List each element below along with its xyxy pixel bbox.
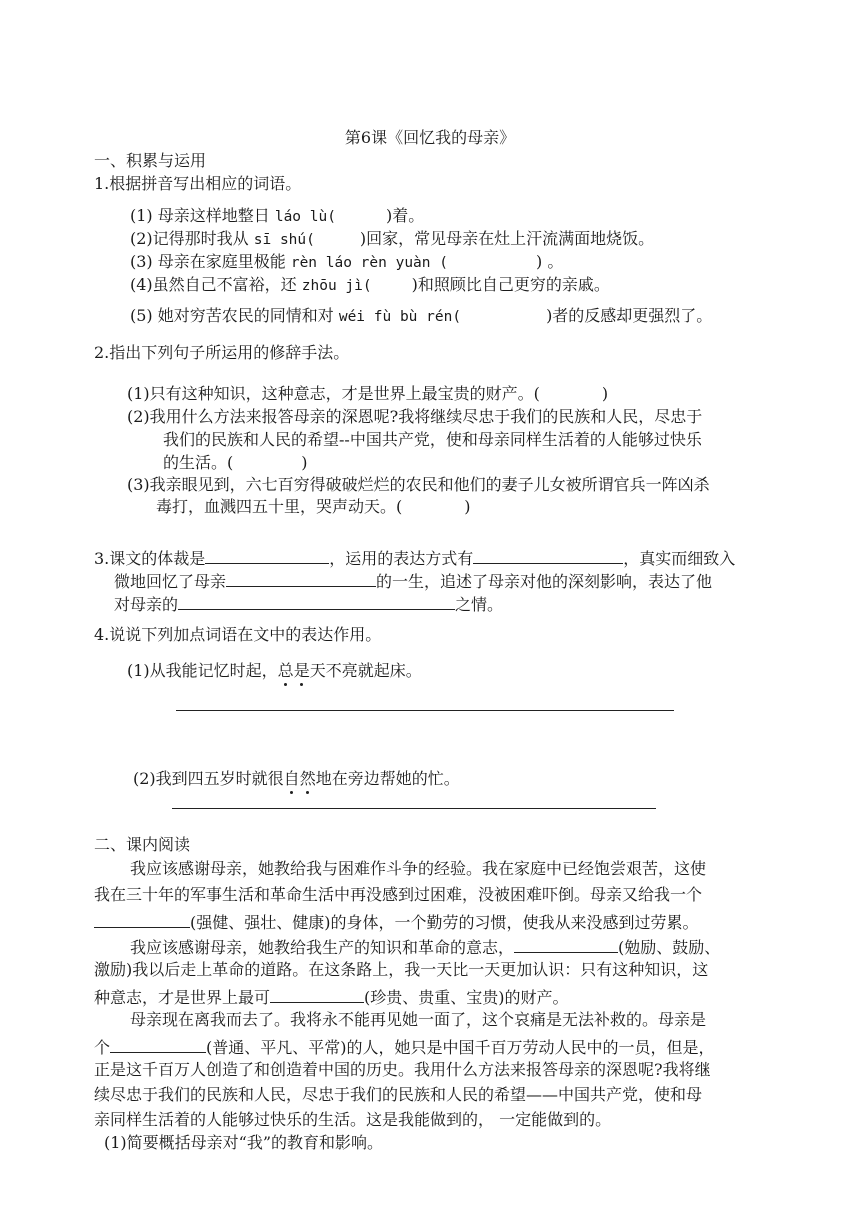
passage-blank-4[interactable] <box>110 1035 206 1053</box>
q4-item-1: (1)从我能记忆时起，总是天不亮就起床。 <box>127 661 422 680</box>
passage-p1-line2: 我在三十年的军事生活和革命生活中再没感到过困难，没被困难吓倒。母亲又给我一个 <box>94 885 703 904</box>
q3-blank-life[interactable] <box>226 569 376 587</box>
q2-item-2-line1: (2)我用什么方法来报答母亲的深恩呢?我将继续尽忠于我们的民族和人民，尽忠于 <box>127 407 703 426</box>
question-2-stem: 2.指出下列句子所运用的修辞手法。 <box>94 343 350 362</box>
passage-p2-line2: 激励)我以后走上革命的道路。在这条路上，我一天比一天更加认识：只有这种知识，这 <box>94 960 709 979</box>
question-4-stem: 4.说说下列加点词语在文中的表达作用。 <box>94 625 382 644</box>
q2-item-2-line3: 的生活。( ) <box>163 453 308 472</box>
q2-item-3-line2: 毒打，血溅四五十里，哭声动天。( ) <box>156 497 471 516</box>
q3-line-3: 对母亲的 之情。 <box>114 592 503 614</box>
passage-p1-line1: 我应该感谢母亲，她教给我与困难作斗争的经验。我在家庭中已经饱尝艰苦，这使 <box>130 859 707 878</box>
q2-item-3-line1: (3)我亲眼见到，六七百穷得破破烂烂的农民和他们的妻子儿女被所谓官兵一阵凶杀 <box>127 475 710 494</box>
q3-line-1: 3.课文的体裁是 ，运用的表达方式有 ，真实而细致入 <box>94 546 735 568</box>
q2-item-2-line2: 我们的民族和人民的希望--中国共产党，使和母亲同样生活着的人能够过快乐 <box>163 430 702 449</box>
question-1-stem: 1.根据拼音写出相应的词语。 <box>94 174 302 193</box>
q4-item-2: (2)我到四五岁时就很自然地在旁边帮她的忙。 <box>133 769 460 788</box>
passage-p3-line2: 个 (普通、平凡、平常)的人，她只是中国千百万劳动人民中的一员，但是， <box>94 1035 715 1057</box>
q1-item-1: (1) 母亲这样地整日 láo lù( )着。 <box>130 206 425 225</box>
q4-answer-line-1[interactable] <box>176 710 674 711</box>
passage-blank-2[interactable] <box>514 935 618 953</box>
passage-p3-line1: 母亲现在离我而去了。我将永不能再见她一面了，这个哀痛是无法补救的。母亲是 <box>130 1010 707 1029</box>
passage-blank-3[interactable] <box>270 985 364 1003</box>
section-heading-1: 一、积累与运用 <box>94 151 207 170</box>
passage-blank-1[interactable] <box>94 910 190 928</box>
reading-question-1: (1)简要概括母亲对“我”的教育和影响。 <box>104 1133 384 1152</box>
q3-line-2: 微地回忆了母亲 的一生，追述了母亲对他的深刻影响，表达了他 <box>114 569 712 591</box>
passage-p2-line1: 我应该感谢母亲，她教给我生产的知识和革命的意志， (勉励、鼓励、 <box>130 935 720 957</box>
q3-blank-genre[interactable] <box>205 546 329 564</box>
section-heading-2: 二、课内阅读 <box>94 835 191 854</box>
passage-p3-line3: 正是这千百万人创造了和创造着中国的历史。我用什么方法来报答母亲的深恩呢?我将继 <box>94 1060 711 1079</box>
q1-item-3: (3) 母亲在家庭里极能 rèn láo rèn yuàn ( ) 。 <box>130 252 564 271</box>
q3-blank-expression[interactable] <box>473 546 623 564</box>
passage-p3-line5: 亲同样生活着的人能够过快乐的生活。这是我能做到的， 一定能做到的。 <box>94 1110 612 1129</box>
passage-p2-line3: 种意志，才是世界上最可 (珍贵、贵重、宝贵)的财产。 <box>94 985 569 1007</box>
q1-item-4: (4)虽然自己不富裕，还 zhōu jì( )和照顾比自己更穷的亲戚。 <box>130 275 610 294</box>
q1-item-5: (5) 她对穷苦农民的同情和对 wéi fù bù rén( )者的反感却更强烈了。 <box>130 306 713 325</box>
q2-item-1: (1)只有这种知识，这种意志，才是世界上最宝贵的财产。( ) <box>127 384 609 403</box>
q3-blank-feeling[interactable] <box>178 592 455 610</box>
page-title: 第6课《回忆我的母亲》 <box>344 128 516 147</box>
q1-item-2: (2)记得那时我从 sī shú( )回家，常见母亲在灶上汗流满面地烧饭。 <box>130 229 655 248</box>
q4-answer-line-2[interactable] <box>172 808 656 809</box>
passage-p1-line3: (强健、强壮、健康)的身体，一个勤劳的习惯，使我从来没感到过劳累。 <box>94 910 699 932</box>
passage-p3-line4: 续尽忠于我们的民族和人民，尽忠于我们的民族和人民的希望——中国共产党，使和母 <box>94 1085 703 1104</box>
